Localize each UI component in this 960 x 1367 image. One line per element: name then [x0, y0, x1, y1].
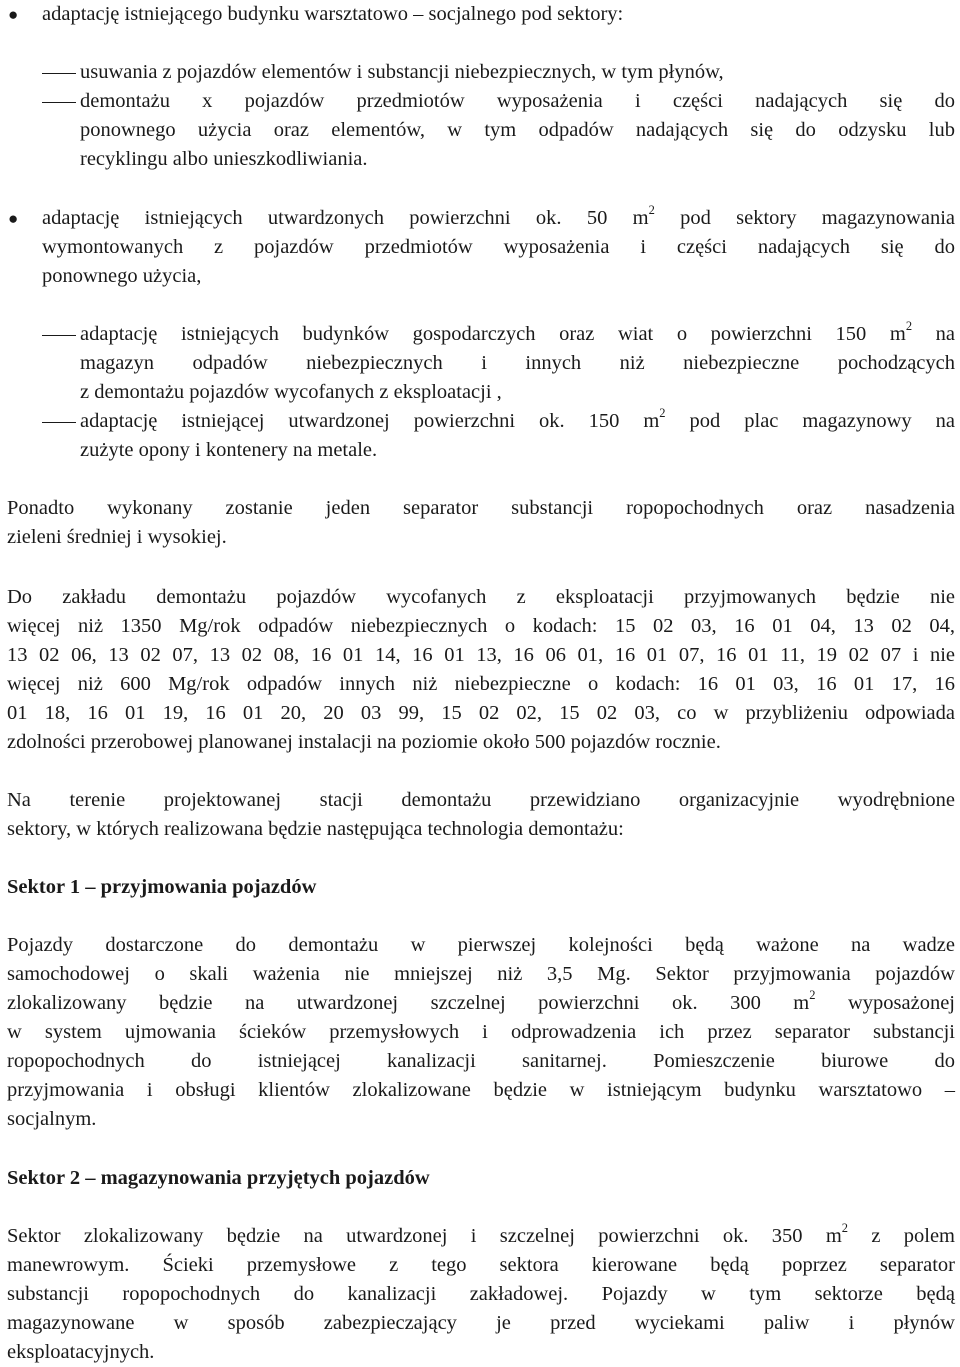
paragraph: Na terenie projektowanej stacji demontażu przewidziano organizacyjnie wyodrębnione: [7, 789, 955, 811]
paragraph-line: samochodowej o skali ważenia nie mniejszej niż 3,5 Mg. Sektor przyjmowania pojazdów: [7, 963, 955, 985]
paragraph-line: 13 02 06, 13 02 07, 13 02 08, 16 01 14, 16 01 13, 16 06 01, 16 01 07, 16 01 11, 19 02 07 i nie: [7, 644, 955, 666]
dash-item-line: z demontażu pojazdów wycofanych z eksploatacji ,: [80, 381, 502, 403]
dash-item-line: magazyn odpadów niebezpiecznych i innych niż niebezpieczne pochodzących: [80, 352, 955, 374]
dash-icon: [42, 422, 76, 423]
paragraph: Ponadto wykonany zostanie jeden separator substancji ropopochodnych oraz nasadzenia: [7, 497, 955, 519]
section-heading: Sektor 2 – magazynowania przyjętych pojazdów: [7, 1167, 430, 1189]
dash-item: adaptację istniejącej utwardzonej powierzchni ok. 150 $m^2$ pod plac magazynowy na: [80, 406, 955, 432]
paragraph-line: zieleni średniej i wysokiej.: [7, 526, 227, 548]
dash-item: demontażu x pojazdów przedmiotów wyposażenia i części nadających się do: [80, 90, 955, 112]
paragraph-line: przyjmowania i obsługi klientów zlokalizowane będzie w istniejącym budynku warsztatowo –: [7, 1079, 955, 1101]
paragraph: Sektor zlokalizowany będzie na utwardzonej i szczelnej powierzchni ok. 350 $m^2$ z polem: [7, 1221, 955, 1247]
paragraph: Pojazdy dostarczone do demontażu w pierwszej kolejności będą ważone na wadze: [7, 934, 955, 956]
paragraph-line: zdolności przerobowej planowanej instalacji na poziomie około 500 pojazdów rocznie.: [7, 731, 721, 753]
paragraph-line: 01 18, 16 01 19, 16 01 20, 20 03 99, 15 02 02, 15 02 03, co w przybliżeniu odpowiada: [7, 702, 955, 724]
dash-icon: [42, 73, 76, 74]
paragraph-line: socjalnym.: [7, 1108, 97, 1130]
dash-item-line: ponownego użycia oraz elementów, w tym odpadów nadających się do odzysku lub: [80, 119, 955, 141]
bullet-icon: ●: [8, 209, 19, 228]
dash-icon: [42, 102, 76, 103]
paragraph-line: substancji ropopochodnych do kanalizacji zakładowej. Pojazdy w tym sektorze będą: [7, 1283, 955, 1305]
dash-item: usuwania z pojazdów elementów i substancji niebezpiecznych, w tym płynów,: [80, 61, 724, 83]
paragraph-line: eksploatacyjnych.: [7, 1341, 155, 1363]
section-heading: Sektor 1 – przyjmowania pojazdów: [7, 876, 317, 898]
dash-item-line: recyklingu albo unieszkodliwiania.: [80, 148, 368, 170]
bullet-item: adaptację istniejących utwardzonych powierzchni ok. 50 $m^2$ pod sektory magazynowania: [42, 203, 955, 229]
paragraph-line: więcej niż 1350 Mg/rok odpadów niebezpiecznych o kodach: 15 02 03, 16 01 04, 13 02 04,: [7, 615, 955, 637]
bullet-item-line: wymontowanych z pojazdów przedmiotów wyposażenia i części nadających się do: [42, 236, 955, 258]
paragraph-line: magazynowane w sposób zabezpieczający je przed wyciekami paliw i płynów: [7, 1312, 955, 1334]
bullet-icon: ●: [8, 5, 19, 24]
paragraph-line: manewrowym. Ścieki przemysłowe z tego sektora kierowane będą poprzez separator: [7, 1254, 955, 1276]
dash-item: adaptację istniejących budynków gospodarczych oraz wiat o powierzchni 150 $m^2$ na: [80, 319, 955, 345]
paragraph-line: ropopochodnych do istniejącej kanalizacji sanitarnej. Pomieszczenie biurowe do: [7, 1050, 955, 1072]
bullet-item-line: ponownego użycia,: [42, 265, 202, 287]
bullet-item: adaptację istniejącego budynku warsztatowo – socjalnego pod sektory:: [42, 3, 624, 25]
paragraph-line: więcej niż 600 Mg/rok odpadów innych niż niebezpieczne o kodach: 16 01 03, 16 01 17, 16: [7, 673, 955, 695]
dash-icon: [42, 335, 76, 336]
paragraph-line: w system ujmowania ścieków przemysłowych i odprowadzenia ich przez separator substancji: [7, 1021, 955, 1043]
dash-item-line: zużyte opony i kontenery na metale.: [80, 439, 378, 461]
paragraph-line: zlokalizowany będzie na utwardzonej szczelnej powierzchni ok. 300 $m^2$ wyposażonej: [7, 988, 955, 1014]
paragraph-line: sektory, w których realizowana będzie następująca technologia demontażu:: [7, 818, 624, 840]
paragraph: Do zakładu demontażu pojazdów wycofanych z eksploatacji przyjmowanych będzie nie: [7, 586, 955, 608]
